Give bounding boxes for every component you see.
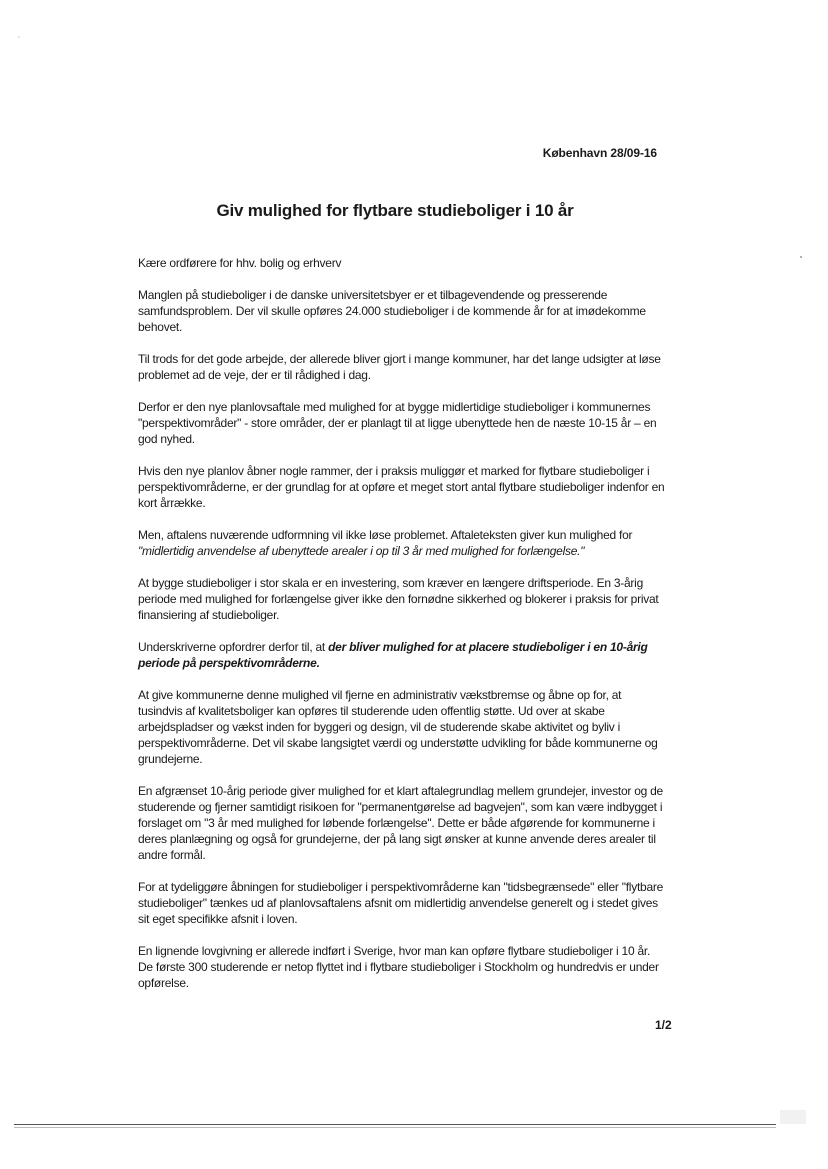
- paragraph-3: Derfor er den nye planlovsaftale med mulighed for at bygge midlertidige studieboliger i kommunernes "perspektivområder" - store områder, der er planlagt til at ligge ubenyttede hen de næste 10-15 år – en god nyhed.: [138, 400, 657, 446]
- paragraph-1: Manglen på studieboliger i de danske universitetsbyer er et tilbagevendende og presserende samfundsproblem. Der vil skulle opføres 24.000 studieboliger i de kommende år for at imødekomme behovet.: [138, 288, 646, 334]
- scan-speck: [800, 256, 802, 258]
- scan-edge-line: [14, 1124, 776, 1125]
- paragraph-9: En afgrænset 10-årig periode giver mulighed for et klart aftalegrundlag mellem grundejer, investor og de studerende og fjerner samtidigt risikoen for "permanentgørelse ad bagvejen", som kan være indbygget i forslaget om "3 år med mulighed for løbende forlængelse". Dette er både afgørende for kommunerne i deres planlægning og også for grundejerne, der på lang sigt ønsker at kunne anvende deres arealer til andre formål.: [138, 784, 663, 862]
- place-date: København 28/09-16: [542, 146, 657, 160]
- document-title: Giv mulighed for flytbare studieboliger i 10 år: [216, 201, 574, 220]
- paragraph-5-lead: Men, aftalens nuværende udformning vil ikke løse problemet. Aftaleteksten giver kun mulighed for: [138, 528, 633, 542]
- paragraph-5: [138, 527, 666, 559]
- paragraph-8: At give kommunerne denne mulighed vil fjerne en administrativ vækstbremse og åbne op for, at tusindvis af kvalitetsboliger kan opføres til studerende uden offentlig støtte. Ud over at skabe arbejdspladser og vækst inden for byggeri og design, vil de studerende skabe aktivitet og byliv i perspektivområderne. Det vil skabe langsigtet værdi og understøtte udvikling for både kommunerne og grundejerne.: [138, 688, 658, 766]
- page-number: 1/2: [655, 1018, 672, 1032]
- letter-body: [138, 255, 666, 1007]
- paragraph-4: Hvis den nye planlov åbner nogle rammer, der i praksis muliggør et marked for flytbare studieboliger i perspektivområderne, er der grundlag for at opføre et meget stort antal flytbare studieboliger indenfor en kort årrække.: [138, 464, 665, 510]
- paragraph-10: For at tydeliggøre åbningen for studieboliger i perspektivområderne kan "tidsbegrænsede" eller "flytbare studieboliger" tænkes ud af planlovsaftalens afsnit om midlertidig anvendelse generelt og i stedet gives sit eget specifikke afsnit i loven.: [138, 880, 664, 926]
- paragraph-7-emphasis: der bliver mulighed for at placere studieboliger i en 10-årig periode på perspektivområderne.: [138, 640, 648, 670]
- paragraph-2: Til trods for det gode arbejde, der allerede bliver gjort i mange kommuner, har det lange udsigter at løse problemet ad de veje, der er til rådighed i dag.: [138, 352, 661, 382]
- paragraph-7: [138, 639, 666, 671]
- scan-edge-line-faint: [14, 1127, 776, 1128]
- paragraph-6: At bygge studieboliger i stor skala er en investering, som kræver en længere driftsperiode. En 3-årig periode med mulighed for forlængelse giver ikke den fornødne sikkerhed og blokerer i praksis for privat finansiering af studieboliger.: [138, 576, 659, 622]
- scan-speck: [18, 36, 20, 38]
- paragraph-7-lead: Underskriverne opfordrer derfor til, at: [138, 640, 329, 654]
- salutation: Kære ordførere for hhv. bolig og erhverv: [138, 256, 342, 270]
- scan-corner-smudge: [780, 1110, 806, 1124]
- paragraph-11: En lignende lovgivning er allerede indført i Sverige, hvor man kan opføre flytbare studieboliger i 10 år. De første 300 studerende er netop flyttet ind i flytbare studieboliger i Stockholm og hundredvis er under opførelse.: [138, 944, 659, 990]
- paragraph-5-quote: "midlertidig anvendelse af ubenyttede arealer i op til 3 år med mulighed for forlængelse.": [138, 544, 585, 558]
